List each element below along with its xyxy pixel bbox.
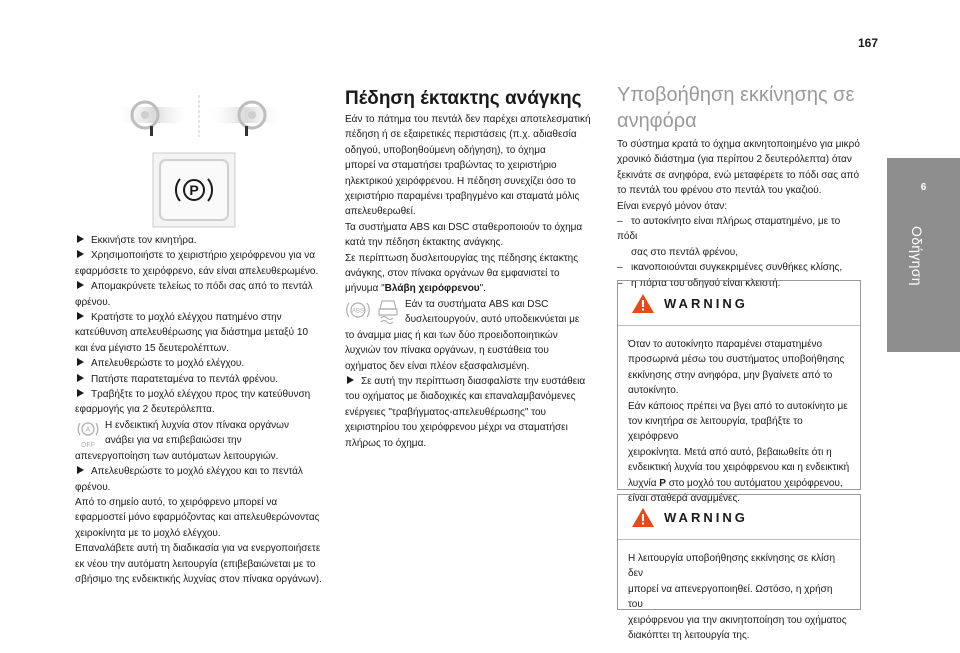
step-line: Χρησιμοποιήστε το χειριστήριο χειρόφρενου για να (75, 248, 337, 263)
body-line: Τα συστήματα ABS και DSC σταθεροποιούν το όχημα (345, 221, 583, 233)
step-line: Πατήστε παρατεταμένα το πεντάλ φρένου. (75, 372, 337, 387)
warning-triangle-icon (631, 293, 655, 314)
message-line: μήνυμα "Βλάβη χειρόφρενου". (345, 283, 486, 295)
body-line: ηλεκτρικού χειρόφρενου. Η πέδηση συνεχίζει όσο το (345, 175, 576, 187)
section-heading-hill-start-assist: Υποβοήθηση εκκίνησης σε ανηφόρα (617, 84, 855, 132)
body-line: το πεντάλ του φρένου στο πεντάλ του γκαζιού. (617, 185, 822, 197)
body-line: Επαναλάβετε αυτή τη διαδικασία για να ενεργοποιήσετε (75, 543, 321, 555)
step-arrow-icon (77, 358, 84, 366)
body-line: ξεκινάτε σε ανηφόρα, ενώ μεταφέρετε το πόδι σας από (617, 169, 860, 181)
step-arrow-icon (77, 250, 84, 258)
body-line: Το σύστημα κρατά το όχημα ακινητοποιημένο για μικρό (617, 139, 860, 150)
body-line: απελευθερωθεί. (345, 206, 416, 218)
body-line: εφαρμοστεί μόνο εφαρμόζοντας και απελευθερώνοντας (75, 512, 320, 524)
body-line: οχήματος δεν είναι πλέον εξασφαλισμένη. (345, 360, 530, 372)
step-line: Σε αυτή την περίπτωση διασφαλίστε την ευστάθεια (345, 374, 607, 389)
body-line: κατά την πέδηση έκτακτης ανάγκης. (345, 237, 504, 249)
chapter-tab[interactable] (887, 158, 960, 352)
body-line: πλήρως το όχημα. (345, 437, 427, 449)
dash-line: – ικανοποιούνται συγκεκριμένες συνθήκες κλίσης, (617, 262, 843, 274)
body-line: σβήσιμο της ενδεικτικής λυχνίας στον πίνακα οργάνων). (75, 573, 322, 585)
parking-p-label: P (189, 182, 199, 198)
column-3-text (617, 137, 861, 291)
dash-line: – το αυτοκίνητο είναι πλήρως σταματημένο, με το πόδι (617, 216, 841, 243)
body-line: Η ενδεικτική λυχνία στον πίνακα οργάνων (105, 419, 289, 431)
chapter-title: Οδήγηση (909, 226, 925, 286)
step-line: Τραβήξτε το μοχλό ελέγχου προς την κατεύθυνση (75, 387, 337, 402)
dash-line: – η πόρτα του οδηγού είναι κλειστή. (617, 277, 781, 289)
step-line: Απελευθερώστε το μοχλό ελέγχου και το πεντάλ (75, 464, 337, 479)
body-line: ανάβει για να επιβεβαιώσει την (105, 435, 242, 447)
warning-header (618, 495, 860, 540)
svg-text:A: A (85, 426, 91, 434)
chapter-number: 6 (920, 182, 927, 193)
warning-box-2 (617, 494, 861, 642)
body-line: και ένα μέγιστο 15 δευτερολέπτων. (75, 342, 230, 354)
body-line: Είναι ενεργό μόνον όταν: (617, 200, 728, 212)
step-arrow-icon (77, 389, 84, 397)
step-arrow-icon (77, 466, 84, 474)
indicator-note (75, 418, 337, 449)
body-line: δυσλειτουργούν, αυτό υποδεικνύεται με (405, 314, 580, 326)
body-line: ενέργειες "τραβήγματος-απελευθέρωσης" του (345, 406, 546, 418)
warning-body: Όταν το αυτοκίνητο παραμένει σταματημένο προσωρινά μέσω του συστήματος υποβοήθησης εκκίνησης στην ανηφόρα, μην βγαίνετε από το αυτοκίνητο. Εάν κάποιος πρέπει να βγει από το αυτοκίνητο με τον κινητήρα σε λειτουργία, τραβήξτε το χειρόφρενο χειροκίνητα. Μετά από αυτό, βεβαιωθείτε ότι η ενδεικτική λυχνία του χειρόφρενου και η ενδεικτική λυχνία P στο μοχλό του αυτόματου χειρόφρενου, είναι σταθερά αναμμένες. (628, 339, 850, 505)
parking-brake-button-illustration (152, 152, 236, 228)
body-line: ανάγκης, στον πίνακα οργάνων θα εμφανιστεί το (345, 268, 560, 280)
section-heading-emergency-braking: Πέδηση έκτακτης ανάγκης (345, 88, 582, 109)
body-line: Εάν τα συστήματα ABS και DSC (405, 298, 549, 310)
warning-title: WARNING (664, 510, 748, 525)
body-line: οδηγού, υποβοηθούμενη οδήγηση), το όχημα (345, 144, 546, 156)
body-line: μπορεί να σταματήσει τραβώντας το χειριστήριο (345, 160, 557, 172)
body-line: εφαρμόσετε το χειρόφρενο, εάν είναι απελευθερωμένο. (75, 265, 319, 277)
body-line: του οχήματος με διαδοχικές και επαναλαμβανόμενες (345, 391, 576, 403)
abs-warning-icon (345, 297, 371, 323)
column-2-text (345, 112, 607, 451)
step-line: Εκκινήστε τον κινητήρα. (75, 233, 337, 248)
page-number: 167 (857, 36, 878, 50)
step-line: Απελευθερώστε το μοχλό ελέγχου. (75, 356, 337, 371)
step-line: Απομακρύνετε τελείως το πόδι σας από το πεντάλ (75, 279, 337, 294)
step-arrow-icon (77, 281, 84, 289)
body-line: εκ νέου την αυτόματη λειτουργία (επιβεβαιώνεται με το (75, 558, 316, 570)
dsc-warning-icon (375, 297, 401, 325)
body-line: το άναμμα μιας ή και των δύο προειδοποιητικών (345, 329, 558, 341)
body-line: εφαρμογής για 2 δευτερόλεπτα. (75, 404, 215, 416)
body-line: Από το σημείο αυτό, το χειρόφρενο μπορεί να (75, 496, 278, 508)
step-arrow-icon (77, 312, 84, 320)
warning-box-1 (617, 280, 861, 505)
body-line: Σε περίπτωση δυσλειτουργίας της πέδησης έκτακτης (345, 252, 579, 264)
warning-body: Η λειτουργία υποβοήθησης εκκίνησης σε κλίση δεν μπορεί να απενεργοποιηθεί. Ωστόσο, η χρήση του χειρόφρενου για την ακινητοποίηση του οχήματος διακόπτει τη λειτουργία της. (628, 553, 847, 642)
warning-title: WARNING (664, 296, 748, 311)
body-line: πέδηση ή σε εξαιρετικές περιστάσεις (π.χ. αδιαθεσία (345, 129, 577, 141)
column-1-text (75, 233, 337, 587)
warning-triangle-icon (631, 507, 655, 528)
body-line: φρένου. (75, 296, 111, 308)
indent-line: σας στο πεντάλ φρένου, (631, 246, 739, 258)
body-line: φρένου. (75, 481, 111, 493)
warning-header (618, 281, 860, 326)
steering-wheel-illustration (112, 93, 287, 138)
svg-text:OFF: OFF (81, 441, 95, 449)
step-arrow-icon (347, 376, 354, 384)
step-line: Κρατήστε το μοχλό ελέγχου πατημένο στην (75, 310, 337, 325)
body-line: λυχνιών τον πίνακα οργάνων, η ευστάθεια του (345, 345, 549, 357)
step-arrow-icon (77, 374, 84, 382)
body-line: κατεύθυνση απελευθέρωσης για διάστημα μεταξύ 10 (75, 327, 309, 339)
body-line: Εάν το πάτημα του πεντάλ δεν παρέχει αποτελεσματική (345, 114, 591, 125)
svg-text:ABS: ABS (351, 308, 365, 315)
body-line: χειριστηρίου του χειρόφρενου μέχρι να σταματήσει (345, 422, 568, 434)
step-arrow-icon (77, 235, 84, 243)
auto-parking-off-icon (75, 419, 101, 449)
abs-dsc-note (345, 297, 607, 328)
body-line: απενεργοποίηση των αυτόματων λειτουργιών. (75, 450, 279, 462)
fault-message: Βλάβη χειρόφρενου (384, 283, 480, 295)
body-line: χρονικό διάστημα (για περίπου 2 δευτερόλεπτα) όταν (617, 154, 852, 166)
body-line: χειροκίνητα με το μοχλό ελέγχου. (75, 527, 221, 539)
body-line: χειριστήριο παραμένει τραβηγμένο και σταματά μόλις (345, 191, 580, 203)
